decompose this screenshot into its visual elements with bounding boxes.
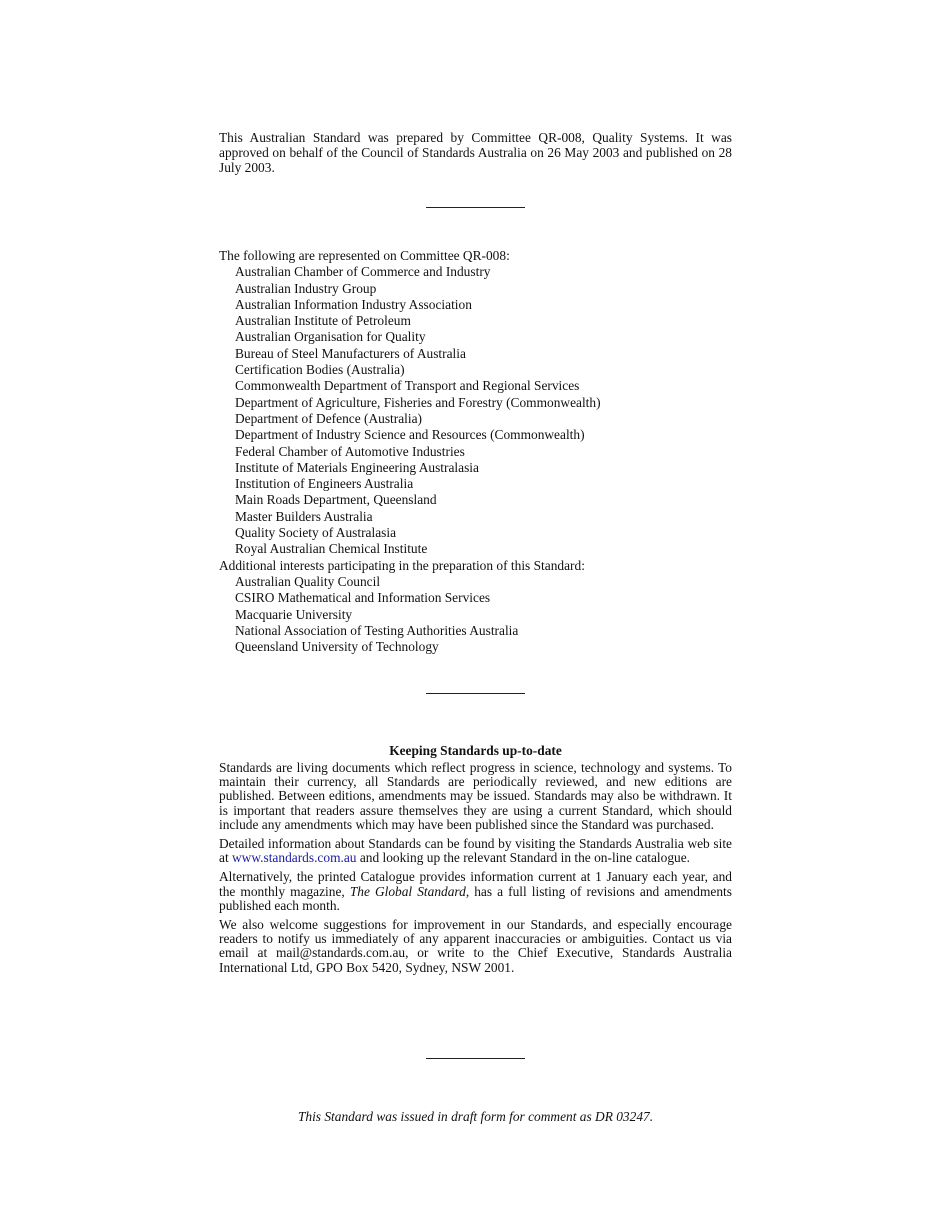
paragraph-text: , has a full listing of revisions and amendments published each month. (219, 883, 732, 913)
committee-member: Main Roads Department, Queensland (235, 492, 437, 508)
committee-member-list (219, 264, 732, 557)
committee-member: Commonwealth Department of Transport and Regional Services (235, 378, 580, 394)
magazine-title: The Global Standard (349, 883, 466, 899)
committee-member: Bureau of Steel Manufacturers of Australia (235, 345, 466, 361)
additional-interests-heading: Additional interests participating in the preparation of this Standard: (219, 557, 585, 573)
additional-interest: National Association of Testing Authorities Australia (235, 622, 519, 638)
draft-note: This Standard was issued in draft form for comment as DR 03247. (297, 1109, 654, 1124)
additional-interest: Queensland University of Technology (235, 639, 439, 655)
keeping-paragraph-3 (219, 870, 732, 913)
section-title: Keeping Standards up-to-date (389, 743, 562, 758)
committee-member: Master Builders Australia (235, 508, 373, 524)
committee-member: Australian Industry Group (235, 280, 377, 296)
section-divider (426, 693, 525, 694)
keeping-paragraph-1: Standards are living documents which reflect progress in science, technology and systems. To maintain their currency, all Standards are periodically reviewed, and new editions are published. Between editions, amendments may be issued. Standards may also be withdrawn. It is important that readers assure themselves they are using a current Standard, which should include any amendments which may have been published since the Standard was purchased. (219, 760, 732, 832)
committee-member: Australian Institute of Petroleum (235, 313, 411, 329)
committee-member: Federal Chamber of Automotive Industries (235, 443, 465, 459)
paragraph-text: and looking up the relevant Standard in the on-line catalogue. (356, 850, 691, 866)
committee-member: Australian Chamber of Commerce and Industry (235, 264, 491, 280)
additional-interest: CSIRO Mathematical and Information Services (235, 590, 491, 606)
committee-heading: The following are represented on Committee QR-008: (219, 248, 510, 263)
committee-member: Australian Organisation for Quality (235, 329, 426, 345)
additional-interest: Macquarie University (235, 606, 353, 622)
keeping-paragraph-2 (219, 837, 732, 865)
additional-interest: Australian Quality Council (235, 573, 381, 589)
committee-member: Royal Australian Chemical Institute (235, 541, 428, 557)
committee-member: Certification Bodies (Australia) (235, 362, 405, 378)
keeping-standards-section (219, 743, 732, 980)
committee-member: Institution of Engineers Australia (235, 476, 414, 492)
committee-section (219, 248, 732, 655)
section-divider (426, 207, 525, 208)
committee-member: Department of Agriculture, Fisheries and Forestry (Commonwealth) (235, 394, 601, 410)
section-divider (426, 1058, 525, 1059)
committee-member: Quality Society of Australasia (235, 525, 397, 541)
paragraph-text: Detailed information about Standards can be found by visiting the Standards Australia web site at (219, 836, 732, 866)
committee-member: Institute of Materials Engineering Australasia (235, 459, 479, 475)
committee-member: Department of Industry Science and Resources (Commonwealth) (235, 427, 585, 443)
committee-member: Department of Defence (Australia) (235, 410, 423, 426)
additional-interests-list (219, 574, 732, 655)
document-page (219, 0, 732, 1230)
keeping-paragraph-4: We also welcome suggestions for improvement in our Standards, and especially encourage readers to notify us immediately of any apparent inaccuracies or ambiguities. Contact us via email at mail@standards.com.au, or write to the Chief Executive, Standards Australia International Ltd, GPO Box 5420, Sydney, NSW 2001. (219, 917, 732, 975)
committee-member: Australian Information Industry Association (235, 296, 472, 312)
website-link[interactable]: www.standards.com.au (232, 850, 357, 866)
intro-paragraph: This Australian Standard was prepared by Committee QR-008, Quality Systems. It was approved on behalf of the Council of Standards Australia on 26 May 2003 and published on 28 July 2003. (219, 130, 732, 176)
paragraph-text: Alternatively, the printed Catalogue provides information current at 1 January each year, and the monthly magazine, (219, 869, 732, 899)
